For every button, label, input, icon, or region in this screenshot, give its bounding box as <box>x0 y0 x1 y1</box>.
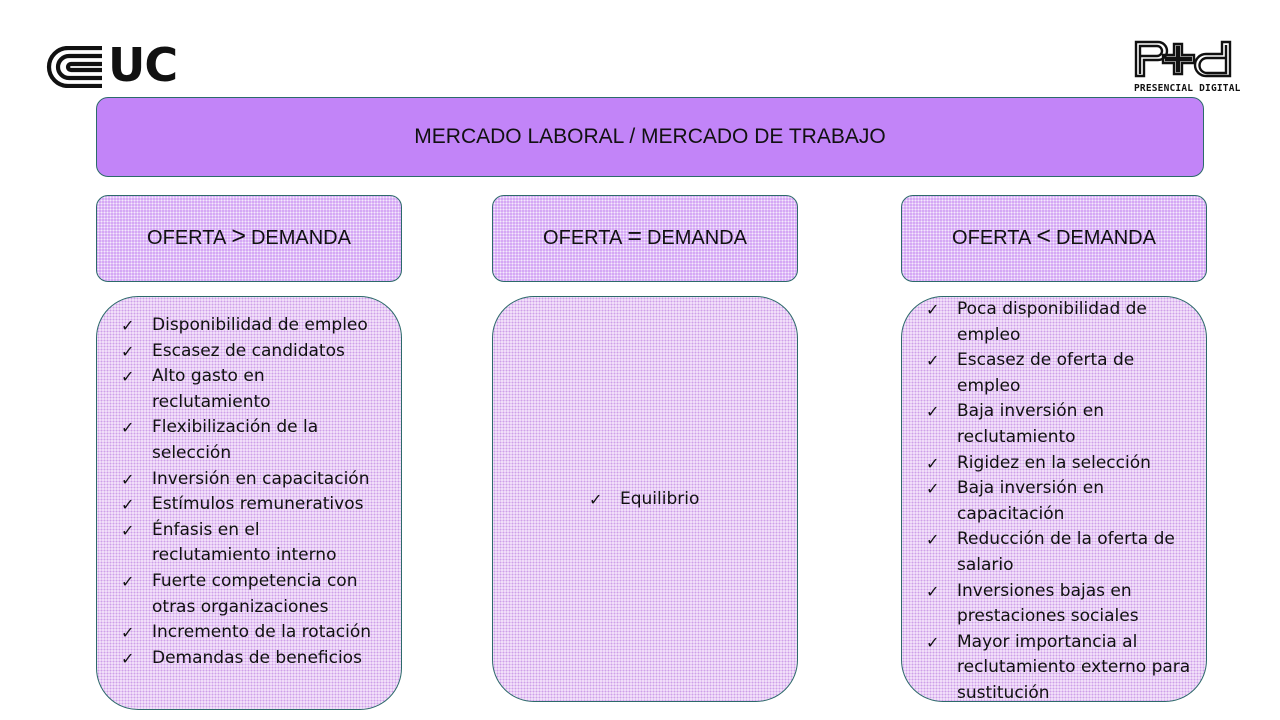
list-box-oferta-mayor <box>96 296 402 710</box>
less-than-operator: < <box>1036 222 1051 250</box>
list-item-text: Baja inversión en reclutamiento <box>957 401 1105 447</box>
list-item-text: Disponibilidad de empleo <box>152 315 368 335</box>
list-item <box>926 527 1202 578</box>
ptd-logo-subtitle: PRESENCIAL DIGITAL <box>1134 83 1241 94</box>
list-item-text: Equilibrio <box>620 489 700 509</box>
list-item-text: Estímulos remunerativos <box>152 494 364 515</box>
list-item <box>121 364 383 415</box>
list-item-text: Incremento de la rotación <box>152 622 372 643</box>
list-item <box>926 297 1202 348</box>
list-item-text: Alto gasto en reclutamiento <box>152 366 271 412</box>
uc-logo-text: UC <box>108 38 178 92</box>
header-left-word: OFERTA <box>952 227 1032 249</box>
list-item-text: Mayor importancia al reclutamiento externo para sustitución <box>957 631 1191 702</box>
header-oferta-igual-demanda <box>492 195 798 282</box>
checkmark-icon: ✓ <box>926 530 940 550</box>
list-item <box>121 518 383 569</box>
checklist-left <box>121 313 383 671</box>
checkmark-icon: ✓ <box>926 402 940 422</box>
checkmark-icon: ✓ <box>121 367 135 387</box>
list-item <box>926 630 1202 702</box>
checkmark-icon: ✓ <box>926 581 940 601</box>
checkmark-icon: ✓ <box>589 490 603 509</box>
diagram-title: MERCADO LABORAL / MERCADO DE TRABAJO <box>414 125 886 148</box>
list-item-text: Demandas de beneficios <box>152 647 362 668</box>
header-right-word: DEMANDA <box>250 227 351 249</box>
checkmark-icon: ✓ <box>121 495 135 515</box>
header-left-word: OFERTA <box>147 227 227 249</box>
list-item <box>926 348 1202 399</box>
list-item <box>926 451 1202 477</box>
list-item <box>121 467 383 493</box>
list-item-text: Reducción de la oferta de salario <box>957 529 1175 575</box>
list-item <box>926 476 1202 527</box>
header-left-word: OFERTA <box>543 227 623 249</box>
greater-than-operator: > <box>231 222 246 250</box>
list-item-text: Inversión en capacitación <box>152 468 370 489</box>
checkmark-icon: ✓ <box>926 351 940 371</box>
list-item-text: Fuerte competencia con otras organizaciones <box>152 570 358 617</box>
list-item-text: Poca disponibilidad de empleo <box>957 299 1147 345</box>
list-item-text: Escasez de candidatos <box>152 340 345 361</box>
list-item <box>121 569 383 620</box>
list-item <box>926 399 1202 450</box>
header-right-word: DEMANDA <box>1055 227 1156 249</box>
uc-logo <box>46 38 196 92</box>
list-item <box>121 313 383 339</box>
list-item-text: Baja inversión en capacitación <box>957 478 1105 524</box>
checkmark-icon: ✓ <box>926 300 940 319</box>
checkmark-icon: ✓ <box>121 316 135 335</box>
list-item <box>121 415 383 466</box>
checkmark-icon: ✓ <box>121 623 135 643</box>
list-item-text: Flexibilización de la selección <box>152 417 319 463</box>
checkmark-icon: ✓ <box>121 571 135 591</box>
uc-logo-mark-icon <box>46 46 104 88</box>
checkmark-icon: ✓ <box>926 632 940 652</box>
ptd-logo <box>1132 40 1241 98</box>
checkmark-icon: ✓ <box>121 520 135 540</box>
checkmark-icon: ✓ <box>926 453 940 473</box>
list-item-text: Rigidez en la selección <box>957 452 1151 473</box>
list-item <box>121 646 383 672</box>
checklist-right <box>926 297 1202 702</box>
checkmark-icon: ✓ <box>121 648 135 668</box>
list-item <box>926 579 1202 630</box>
list-item-text: Inversiones bajas en prestaciones sociales <box>957 580 1139 627</box>
header-right-word: DEMANDA <box>646 227 747 249</box>
checkmark-icon: ✓ <box>121 418 135 438</box>
header-oferta-mayor-demanda <box>96 195 402 282</box>
list-item <box>589 487 789 513</box>
title-box <box>96 97 1204 177</box>
list-item <box>121 620 383 646</box>
header-oferta-menor-demanda <box>901 195 1207 282</box>
list-item <box>121 339 383 365</box>
equals-operator: = <box>627 222 642 250</box>
checkmark-icon: ✓ <box>121 469 135 489</box>
checkmark-icon: ✓ <box>926 479 940 499</box>
checkmark-icon: ✓ <box>121 341 135 361</box>
list-item-text: Énfasis en el reclutamiento interno <box>152 519 337 566</box>
list-item <box>121 492 383 518</box>
list-box-oferta-menor <box>901 296 1207 702</box>
list-item-text: Escasez de oferta de empleo <box>957 350 1135 396</box>
ptd-logo-mark-icon <box>1134 40 1232 78</box>
checklist-middle <box>589 487 789 513</box>
list-box-oferta-igual <box>492 296 798 702</box>
